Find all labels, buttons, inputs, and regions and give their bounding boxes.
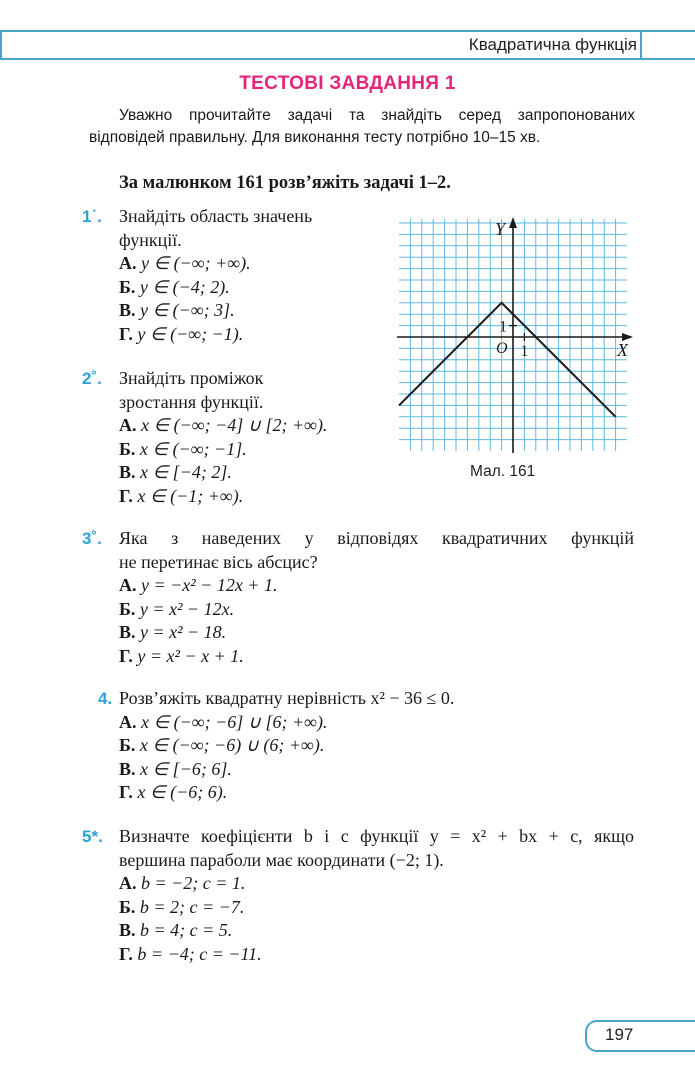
- graph-figure-161: [395, 215, 635, 455]
- intro-line-2: відповідей правильну. Для виконання тесту потрібно 10–15 хв.: [89, 129, 541, 146]
- task-number: 1˙.: [82, 207, 102, 226]
- answer-option: В. y = x² − 18.: [119, 622, 227, 643]
- task-question-line: Яка з наведених у відповідях квадратичних функцій: [119, 528, 634, 548]
- answer-option: В. b = 4; c = 5.: [119, 920, 233, 941]
- task-question-line: Знайдіть проміжок: [119, 368, 264, 388]
- task-3: [82, 527, 642, 669]
- answer-option: Б. x ∈ (−∞; −1].: [119, 438, 247, 459]
- x-tick-label: 1: [520, 343, 529, 360]
- task-question-line: вершина параболи має координати (−2; 1).: [119, 849, 444, 870]
- task-question-line: зростання функції.: [119, 391, 264, 412]
- task-number: 3˚.: [82, 529, 102, 548]
- answer-option: В. x ∈ [−4; 2].: [119, 462, 232, 483]
- task-4: [82, 687, 642, 805]
- answer-option: Б. x ∈ (−∞; −6) ∪ (6; +∞).: [119, 735, 325, 756]
- origin-label: O: [496, 340, 508, 357]
- task-number: 2˚.: [82, 369, 102, 388]
- x-axis-label: X: [617, 340, 628, 360]
- answer-option: Б. y ∈ (−4; 2).: [119, 276, 230, 297]
- answer-option: В. y ∈ (−∞; 3].: [119, 300, 235, 321]
- answer-option: В. x ∈ [−6; 6].: [119, 758, 232, 779]
- section-title: ТЕСТОВІ ЗАВДАННЯ 1: [239, 73, 456, 94]
- answer-option: А. y = −x² − 12x + 1.: [119, 575, 278, 596]
- intro-line-1: Уважно прочитайте задачі та знайдіть серед запропонованих: [119, 107, 635, 124]
- header-divider: [640, 30, 695, 60]
- answer-option: Г. y = x² − x + 1.: [119, 645, 244, 666]
- task-number: 4.: [98, 689, 113, 708]
- intro-text: [89, 105, 635, 149]
- answer-option: Г. x ∈ (−1; +∞).: [119, 485, 244, 506]
- answer-option: Б. b = 2; c = −7.: [119, 896, 245, 917]
- task-question-line: Розв’яжіть квадратну нерівність x² − 36 ≤ 0.: [119, 688, 455, 708]
- answer-option: А. x ∈ (−∞; −4] ∪ [2; +∞).: [119, 415, 328, 436]
- answer-option: Г. y ∈ (−∞; −1).: [119, 323, 244, 344]
- answer-option: Г. x ∈ (−6; 6).: [119, 782, 228, 803]
- task-question-line: не перетинає вісь абсцис?: [119, 551, 318, 572]
- task-number: 5*.: [82, 827, 103, 846]
- answer-option: А. y ∈ (−∞; +∞).: [119, 253, 251, 274]
- y-tick-label: 1: [499, 318, 507, 336]
- answer-option: А. x ∈ (−∞; −6] ∪ [6; +∞).: [119, 711, 328, 732]
- task-5: [82, 825, 642, 967]
- answer-option: А. b = −2; c = 1.: [119, 873, 246, 894]
- header-title: Квадратична функція: [468, 35, 637, 54]
- task-question-line: Визначте коефіцієнти b і c функції y = x² + bx + c, якщо: [119, 826, 634, 846]
- answer-option: Г. b = −4; c = −11.: [119, 943, 262, 964]
- page-number-box: [585, 1020, 695, 1052]
- lead-text: За малюнком 161 розв’яжіть задачі 1–2.: [119, 173, 451, 193]
- task-question-line: Знайдіть область значень: [119, 206, 313, 226]
- y-axis-label: Y: [495, 219, 506, 239]
- answer-option: Б. y = x² − 12x.: [119, 598, 235, 619]
- task-question-line: функції.: [119, 229, 182, 250]
- page-number: 197: [605, 1025, 634, 1044]
- figure-caption: Мал. 161: [470, 463, 536, 480]
